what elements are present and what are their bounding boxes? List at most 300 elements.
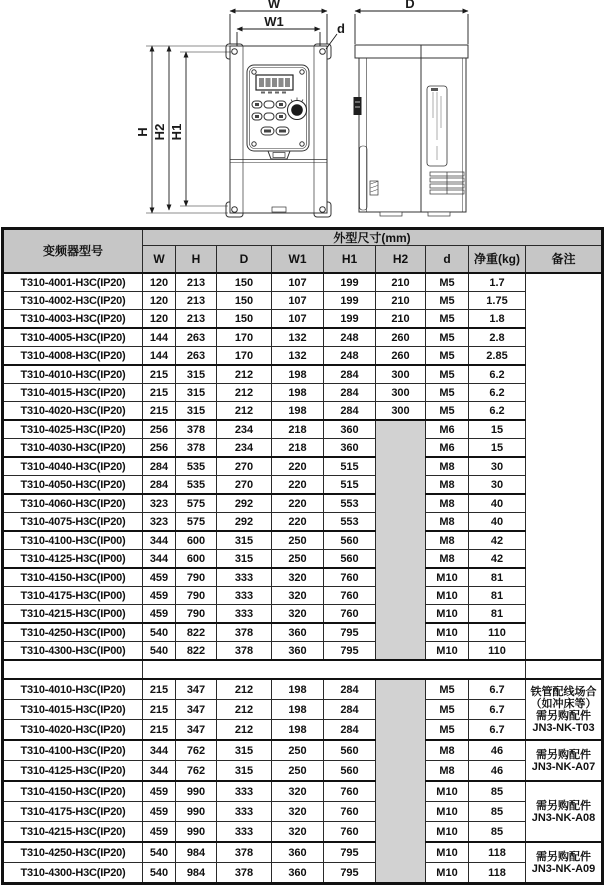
cell-dim: M6 [426, 439, 469, 458]
cell-dim: 81 [469, 587, 526, 605]
cell-dim: 760 [324, 605, 376, 624]
cell-dim: 320 [272, 605, 324, 624]
cell-dim: 120 [143, 310, 176, 329]
cell-dim: 215 [143, 365, 176, 384]
remark-line: JN3-NK-A08 [531, 811, 596, 824]
cell-dim: 199 [324, 292, 376, 310]
cell-dim: M8 [426, 476, 469, 495]
table-row [3, 720, 603, 741]
cell-dim: 284 [324, 365, 376, 384]
cell-dim: 600 [176, 531, 217, 550]
cell-dim: 199 [324, 310, 376, 329]
cell-dim: 344 [143, 531, 176, 550]
cell-dim: 234 [217, 439, 272, 458]
cell-dim: 198 [272, 384, 324, 402]
dim-label-w1: W1 [264, 14, 284, 29]
cell-dim: M5 [426, 365, 469, 384]
cell-dim: 600 [176, 550, 217, 569]
cell-dim: 234 [217, 420, 272, 439]
cell-dim: 220 [272, 494, 324, 513]
cell-dim: 1.7 [469, 273, 526, 292]
cell-model: T310-4020-H3C(IP20) [3, 720, 143, 741]
table-row [3, 642, 603, 661]
cell-model: T310-4020-H3C(IP20) [3, 402, 143, 421]
table-row [3, 494, 603, 513]
cell-dim: 315 [176, 365, 217, 384]
remark-line: JN3-NK-A09 [531, 862, 596, 875]
cell-dim: M5 [426, 310, 469, 329]
cell-dim: 215 [143, 384, 176, 402]
cell-dim: 795 [324, 863, 376, 884]
cell-dim: 15 [469, 420, 526, 439]
cell-model: T310-4002-H3C(IP20) [3, 292, 143, 310]
cell-dim: 347 [176, 720, 217, 741]
cell-dim: 333 [217, 605, 272, 624]
dim-label-w: W [267, 0, 281, 11]
cell-dim: 333 [217, 781, 272, 802]
cell-dim: 198 [272, 700, 324, 720]
cell-dim: 378 [176, 439, 217, 458]
cell-model: T310-4010-H3C(IP20) [3, 365, 143, 384]
cell-dim: 212 [217, 700, 272, 720]
header-h: H [176, 246, 217, 274]
cell-dim: 170 [217, 328, 272, 347]
cell-dim: 378 [217, 642, 272, 661]
cell-dim: M5 [426, 328, 469, 347]
cell-dim: 790 [176, 605, 217, 624]
remark-line: 需另购配件 [536, 709, 592, 722]
cell-dim: 40 [469, 513, 526, 532]
cell-model: T310-4175-H3C(IP20) [3, 802, 143, 822]
cell-dim: 250 [272, 550, 324, 569]
cell-dim: 333 [217, 568, 272, 587]
table-row [3, 513, 603, 532]
table-row [3, 568, 603, 587]
cell-model: T310-4150-H3C(IP20) [3, 781, 143, 802]
cell-dim: 110 [469, 642, 526, 661]
cell-h2: 300 [376, 402, 426, 421]
cell-dim: 212 [217, 679, 272, 700]
remark-line: JN3-NK-T03 [532, 721, 595, 734]
cell-dim: 315 [176, 402, 217, 421]
cell-dim: 347 [176, 679, 217, 700]
cell-model: T310-4030-H3C(IP20) [3, 439, 143, 458]
cell-dim: 360 [272, 642, 324, 661]
cell-dim: 263 [176, 328, 217, 347]
cell-dim: 42 [469, 531, 526, 550]
cell-dim: 6.7 [469, 679, 526, 700]
cell-dim: 218 [272, 420, 324, 439]
cell-dim: 212 [217, 720, 272, 741]
cell-dim: 213 [176, 310, 217, 329]
cell-dim: 320 [272, 822, 324, 843]
cell-dim: 560 [324, 531, 376, 550]
cell-dim: 344 [143, 550, 176, 569]
cell-dim: 132 [272, 328, 324, 347]
cell-remark [526, 273, 603, 660]
cell-dim: 120 [143, 273, 176, 292]
cell-model: T310-4300-H3C(IP20) [3, 863, 143, 884]
cell-dim: 323 [143, 494, 176, 513]
cell-dim: 822 [176, 642, 217, 661]
cell-dim: 575 [176, 513, 217, 532]
cell-dim: 315 [217, 761, 272, 782]
cell-dim: 333 [217, 587, 272, 605]
dim-label-h1: H1 [169, 123, 184, 141]
cell-dim: 984 [176, 863, 217, 884]
header-dims-group: 外型尺寸(mm) [143, 229, 603, 246]
cell-dim: M5 [426, 292, 469, 310]
spacer-cell [3, 660, 143, 679]
cell-dim: 315 [217, 550, 272, 569]
header-row-1 [3, 229, 603, 246]
cell-dim: 81 [469, 568, 526, 587]
header-weight: 净重(kg) [469, 246, 526, 274]
cell-dim: 292 [217, 513, 272, 532]
cell-dim: 118 [469, 863, 526, 884]
side-dimensions [355, 11, 468, 44]
cell-dim: M10 [426, 605, 469, 624]
cell-dim: 1.8 [469, 310, 526, 329]
table-row [3, 679, 603, 700]
cell-dim: 144 [143, 347, 176, 366]
header-h1: H1 [324, 246, 376, 274]
cell-dim: M5 [426, 273, 469, 292]
header-model: 变频器型号 [3, 229, 143, 274]
cell-dim: 535 [176, 476, 217, 495]
remark-line: 需另购配件 [536, 850, 592, 863]
cell-dim: 575 [176, 494, 217, 513]
cell-dim: 2.8 [469, 328, 526, 347]
table-row [3, 623, 603, 642]
cell-dim: 220 [272, 457, 324, 476]
cell-dim: 213 [176, 292, 217, 310]
dim-label-depth: D [405, 0, 415, 11]
cell-dim: 107 [272, 292, 324, 310]
table-section-accessories [3, 679, 603, 884]
table-row [3, 587, 603, 605]
cell-dim: 46 [469, 761, 526, 782]
cell-model: T310-4075-H3C(IP20) [3, 513, 143, 532]
cell-h2: 260 [376, 328, 426, 347]
cell-dim: M10 [426, 802, 469, 822]
cell-dim: M5 [426, 679, 469, 700]
remark-line: （如冲床等） [530, 697, 597, 710]
header-w: W [143, 246, 176, 274]
terminal-block-icon [354, 97, 362, 115]
cell-dim: 6.2 [469, 365, 526, 384]
cell-dim: 459 [143, 568, 176, 587]
cell-dim: 378 [217, 863, 272, 884]
cell-dim: 170 [217, 347, 272, 366]
cell-dim: M8 [426, 531, 469, 550]
cell-dim: 107 [272, 273, 324, 292]
cell-dim: 459 [143, 802, 176, 822]
cell-model: T310-4003-H3C(IP20) [3, 310, 143, 329]
cell-dim: 333 [217, 822, 272, 843]
table-row [3, 863, 603, 884]
table-row [3, 273, 603, 292]
cell-dim: M8 [426, 550, 469, 569]
cell-dim: 212 [217, 365, 272, 384]
cell-dim: 215 [143, 700, 176, 720]
cell-dim: 6.2 [469, 402, 526, 421]
cell-dim: 150 [217, 292, 272, 310]
cell-dim: M5 [426, 720, 469, 741]
cell-model: T310-4300-H3C(IP00) [3, 642, 143, 661]
table-row [3, 605, 603, 624]
cell-model: T310-4215-H3C(IP00) [3, 605, 143, 624]
cell-dim: 790 [176, 587, 217, 605]
cell-dim: 284 [324, 700, 376, 720]
cell-dim: 144 [143, 328, 176, 347]
cell-dim: 256 [143, 439, 176, 458]
table-row [3, 310, 603, 329]
cell-dim: 284 [324, 402, 376, 421]
cell-dim: 560 [324, 550, 376, 569]
cell-dim: 215 [143, 679, 176, 700]
table-spacer [3, 660, 603, 679]
cell-model: T310-4040-H3C(IP20) [3, 457, 143, 476]
header-h2: H2 [376, 246, 426, 274]
cell-dim: 107 [272, 310, 324, 329]
table-header [3, 229, 603, 274]
cell-dim: 215 [143, 402, 176, 421]
cell-dim: 540 [143, 642, 176, 661]
cell-dim: 213 [176, 273, 217, 292]
cell-model: T310-4010-H3C(IP20) [3, 679, 143, 700]
side-view [354, 45, 469, 216]
cell-model: T310-4125-H3C(IP00) [3, 550, 143, 569]
cell-dim: 320 [272, 568, 324, 587]
cell-dim: 198 [272, 679, 324, 700]
cell-h2: 210 [376, 310, 426, 329]
cell-h2: 260 [376, 347, 426, 366]
table-row [3, 822, 603, 843]
cell-dim: 360 [324, 420, 376, 439]
cell-dim: 344 [143, 740, 176, 761]
cell-dim: 120 [143, 292, 176, 310]
table-row [3, 476, 603, 495]
cell-dim: 795 [324, 642, 376, 661]
cell-dim: 822 [176, 623, 217, 642]
cell-model: T310-4015-H3C(IP20) [3, 700, 143, 720]
cell-dim: 212 [217, 384, 272, 402]
cell-dim: 553 [324, 494, 376, 513]
cell-dim: 315 [217, 740, 272, 761]
cell-dim: M8 [426, 513, 469, 532]
cell-model: T310-4150-H3C(IP00) [3, 568, 143, 587]
cell-dim: 30 [469, 476, 526, 495]
cell-dim: M8 [426, 740, 469, 761]
cell-dim: 30 [469, 457, 526, 476]
spacer-cell [526, 660, 603, 679]
cell-dim: 535 [176, 457, 217, 476]
cell-model: T310-4050-H3C(IP20) [3, 476, 143, 495]
table-row [3, 842, 603, 863]
dim-label-h: H [135, 127, 150, 137]
cell-dim: M10 [426, 587, 469, 605]
cell-dim: 540 [143, 623, 176, 642]
table-row [3, 328, 603, 347]
cell-model: T310-4005-H3C(IP20) [3, 328, 143, 347]
cell-dim: 378 [217, 842, 272, 863]
cell-dim: 553 [324, 513, 376, 532]
cell-dim: 198 [272, 720, 324, 741]
cell-dim: 212 [217, 402, 272, 421]
cell-dim: 459 [143, 587, 176, 605]
cell-dim: 284 [324, 679, 376, 700]
keypad-panel [247, 65, 309, 151]
cell-dim: 199 [324, 273, 376, 292]
cell-dim: 250 [272, 740, 324, 761]
cell-dim: 250 [272, 531, 324, 550]
cell-dim: 760 [324, 587, 376, 605]
header-w1: W1 [272, 246, 324, 274]
cell-model: T310-4001-H3C(IP20) [3, 273, 143, 292]
cell-dim: M8 [426, 494, 469, 513]
table-row [3, 365, 603, 384]
remark-line: 需另购配件 [536, 799, 592, 812]
cell-dim: 540 [143, 863, 176, 884]
cell-dim: 795 [324, 842, 376, 863]
cell-dim: 990 [176, 802, 217, 822]
cell-dim: 984 [176, 842, 217, 863]
table-row [3, 531, 603, 550]
cell-dim: 560 [324, 761, 376, 782]
remark-line: JN3-NK-A07 [531, 760, 596, 773]
cell-dim: 46 [469, 740, 526, 761]
cell-dim: 150 [217, 273, 272, 292]
cell-dim: 6.7 [469, 720, 526, 741]
cell-dim: 320 [272, 587, 324, 605]
nameplate-icon [427, 86, 447, 166]
cell-dim: 81 [469, 605, 526, 624]
cell-remark [526, 781, 603, 842]
cell-dim: 990 [176, 781, 217, 802]
cell-dim: M10 [426, 623, 469, 642]
cell-dim: 378 [176, 420, 217, 439]
cell-dim: 248 [324, 347, 376, 366]
cell-dim: 320 [272, 802, 324, 822]
cell-dim: 132 [272, 347, 324, 366]
cell-dim: M10 [426, 568, 469, 587]
cell-dim: 560 [324, 740, 376, 761]
cell-dim: M5 [426, 347, 469, 366]
cell-dim: 1.75 [469, 292, 526, 310]
dimension-drawing [0, 0, 600, 227]
cell-dim: 360 [324, 439, 376, 458]
table-row [3, 292, 603, 310]
cell-model: T310-4008-H3C(IP20) [3, 347, 143, 366]
cell-dim: 250 [272, 761, 324, 782]
header-note: 备注 [526, 246, 603, 274]
cell-dim: 515 [324, 476, 376, 495]
cell-dim: M5 [426, 384, 469, 402]
cell-dim: 760 [324, 822, 376, 843]
cell-dim: 459 [143, 822, 176, 843]
cell-dim: M5 [426, 700, 469, 720]
cell-dim: 459 [143, 781, 176, 802]
table-row [3, 439, 603, 458]
cell-dim: 795 [324, 623, 376, 642]
cell-dim: M8 [426, 457, 469, 476]
cell-dim: 320 [272, 781, 324, 802]
cell-dim: 2.85 [469, 347, 526, 366]
cell-dim: 344 [143, 761, 176, 782]
cell-dim: 315 [176, 384, 217, 402]
cell-dim: 218 [272, 439, 324, 458]
table-row [3, 420, 603, 439]
cell-dim: 459 [143, 605, 176, 624]
cell-dim: 85 [469, 802, 526, 822]
cell-dim: 150 [217, 310, 272, 329]
cell-dim: 315 [217, 531, 272, 550]
cell-dim: M10 [426, 863, 469, 884]
cell-dim: 762 [176, 740, 217, 761]
cell-h2: 210 [376, 292, 426, 310]
cell-dim: 284 [324, 384, 376, 402]
cell-model: T310-4125-H3C(IP20) [3, 761, 143, 782]
table-row [3, 384, 603, 402]
cell-dim: 347 [176, 700, 217, 720]
cell-dim: M10 [426, 822, 469, 843]
table-row [3, 740, 603, 761]
table-row [3, 402, 603, 421]
cell-dim: 248 [324, 328, 376, 347]
cell-model: T310-4250-H3C(IP20) [3, 842, 143, 863]
cell-dim: 198 [272, 402, 324, 421]
cell-model: T310-4060-H3C(IP20) [3, 494, 143, 513]
remark-line: 需另购配件 [536, 748, 592, 761]
table-row [3, 347, 603, 366]
cell-dim: M6 [426, 420, 469, 439]
cell-dim: 760 [324, 781, 376, 802]
cell-dim: 515 [324, 457, 376, 476]
front-view [226, 44, 331, 217]
cell-dim: 360 [272, 863, 324, 884]
cell-model: T310-4015-H3C(IP20) [3, 384, 143, 402]
cell-dim: 333 [217, 802, 272, 822]
cell-dim: 215 [143, 720, 176, 741]
cell-dim: 6.2 [469, 384, 526, 402]
cell-dim: 360 [272, 842, 324, 863]
cell-dim: 323 [143, 513, 176, 532]
cell-dim: M10 [426, 781, 469, 802]
header-screw: d [426, 246, 469, 274]
cell-dim: 85 [469, 781, 526, 802]
table-row [3, 550, 603, 569]
remark-line: 铁管配线场合 [530, 685, 597, 698]
table-row [3, 457, 603, 476]
cell-dim: 540 [143, 842, 176, 863]
cell-dim: 378 [217, 623, 272, 642]
cell-model: T310-4100-H3C(IP00) [3, 531, 143, 550]
cell-model: T310-4215-H3C(IP20) [3, 822, 143, 843]
dim-label-d-screw: d [337, 21, 345, 36]
cell-h2: 300 [376, 365, 426, 384]
spacer-cell [143, 660, 526, 679]
dimensions-table [1, 227, 604, 885]
cell-dim: 284 [143, 457, 176, 476]
cell-remark [526, 740, 603, 781]
cell-dim: 990 [176, 822, 217, 843]
cell-dim: 263 [176, 347, 217, 366]
cell-dim: 270 [217, 476, 272, 495]
spacer-row [3, 660, 603, 679]
cell-dim: 220 [272, 513, 324, 532]
cell-dim: 760 [324, 802, 376, 822]
